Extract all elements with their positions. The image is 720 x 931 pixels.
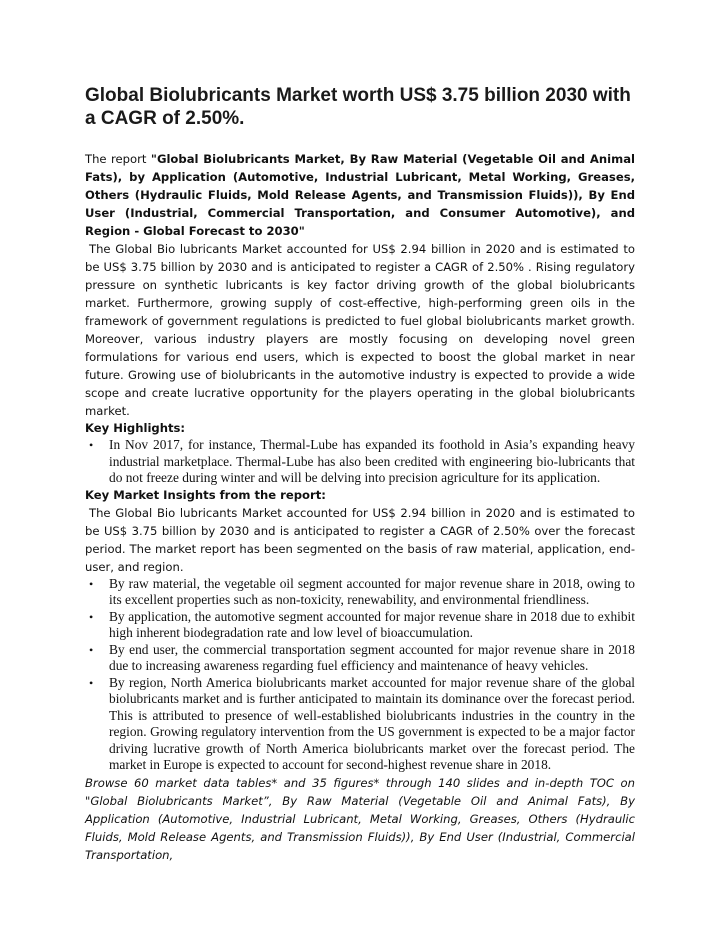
- list-item-text: By raw material, the vegetable oil segment accounted for major revenue share in 2018, owing to its excellent properties such as non-toxicity, renewability, and environmental friendliness.: [109, 575, 635, 607]
- list-item-text: By end user, the commercial transportation segment accounted for major revenue share in 2018 due to increasing awareness regarding fuel efficiency and maintenance of heavy vehicles.: [109, 641, 635, 673]
- intro-paragraph: [85, 150, 635, 240]
- page-title: Global Biolubricants Market worth US$ 3.75 billion 2030 with a CAGR of 2.50%.: [85, 85, 631, 129]
- key-highlights-list: [85, 437, 635, 487]
- list-item-text: By region, North America biolubricants market accounted for major revenue share of the global biolubricants market and is further anticipated to maintain its dominance over the forecast period. This is attributed to presence of well-established biolubricants industries in the country in the region. Growing regulatory intervention from the US government is expected to be a major factor driving lucrative growth of North America biolubricants market over the forecast period. The market in Europe is expected to account for second-highest revenue share in 2018.: [109, 674, 635, 772]
- key-insights-list: [85, 576, 635, 774]
- list-item-text: In Nov 2017, for instance, Thermal-Lube has expanded its foothold in Asia’s expanding heavy industrial marketplace. Thermal-Lube has also been credited with engineering bio-lubricants that do not freeze during winter and will be delving into precision agriculture for its application.: [109, 437, 635, 485]
- browse-paragraph: Browse 60 market data tables* and 35 figures* through 140 slides and in-depth TOC on "Global Biolubricants Market”, By Raw Material (Vegetable Oil and Animal Fats), By Application (Automotive, Industrial Lubricant, Metal Working, Greases, Others (Hydraulic Fluids, Mold Release Agents, and Transmission Fluids)), By End User (Industrial, Commercial Transportation,: [85, 775, 635, 862]
- list-item: [85, 675, 635, 774]
- report-title-bold: "Global Biolubricants Market, By Raw Material (Vegetable Oil and Animal Fats), by Application (Automotive, Industrial Lubricant, Metal Working, Greases, Others (Hydraulic Fluids, Mold Release Agents, and Transmission Fluids)), By End User (Industrial, Commercial Transportation, and Consumer Automotive), and Region - Global Forecast to 2030": [85, 152, 636, 238]
- list-item: [85, 437, 635, 487]
- intro-lead: The report: [85, 152, 151, 166]
- list-item: [85, 609, 635, 642]
- key-highlights-heading: Key Highlights:: [85, 421, 186, 435]
- key-insights-heading: Key Market Insights from the report:: [85, 487, 326, 502]
- bullet-icon: •: [89, 675, 94, 690]
- market-overview-paragraph: The Global Bio lubricants Market accounted for US$ 2.94 billion in 2020 and is estimated to be US$ 3.75 billion by 2030 and is anticipated to register a CAGR of 2.50% . Rising regulatory pressure on synthetic lubricants is key factor driving growth of the global biolubricants market. Furthermore, growing supply of cost-effective, high-performing green oils in the framework of government regulations is predicted to fuel global biolubricants market growth. Moreover, various industry players are mostly focusing on developing novel green formulations for various end users, which is expected to boost the global market in near future. Growing use of biolubricants in the automotive industry is expected to provide a wide scope and create lucrative opportunity for the players operating in the global biolubricants market.: [85, 242, 635, 418]
- list-item: [85, 642, 635, 675]
- bullet-icon: •: [89, 642, 94, 657]
- list-item: [85, 576, 635, 609]
- bullet-icon: •: [89, 609, 94, 624]
- list-item-text: By application, the automotive segment accounted for major revenue share in 2018 due to exhibit high inherent biodegradation rate and low level of bioaccumulation.: [109, 608, 635, 640]
- bullet-icon: •: [89, 438, 94, 452]
- key-insights-paragraph: The Global Bio lubricants Market accounted for US$ 2.94 billion in 2020 and is estimated to be US$ 3.75 billion by 2030 and is anticipated to register a CAGR of 2.50% over the forecast period. The market report has been segmented on the basis of raw material, application, end-user, and region.: [85, 505, 635, 574]
- bullet-icon: •: [89, 576, 94, 591]
- document-content: [85, 84, 635, 864]
